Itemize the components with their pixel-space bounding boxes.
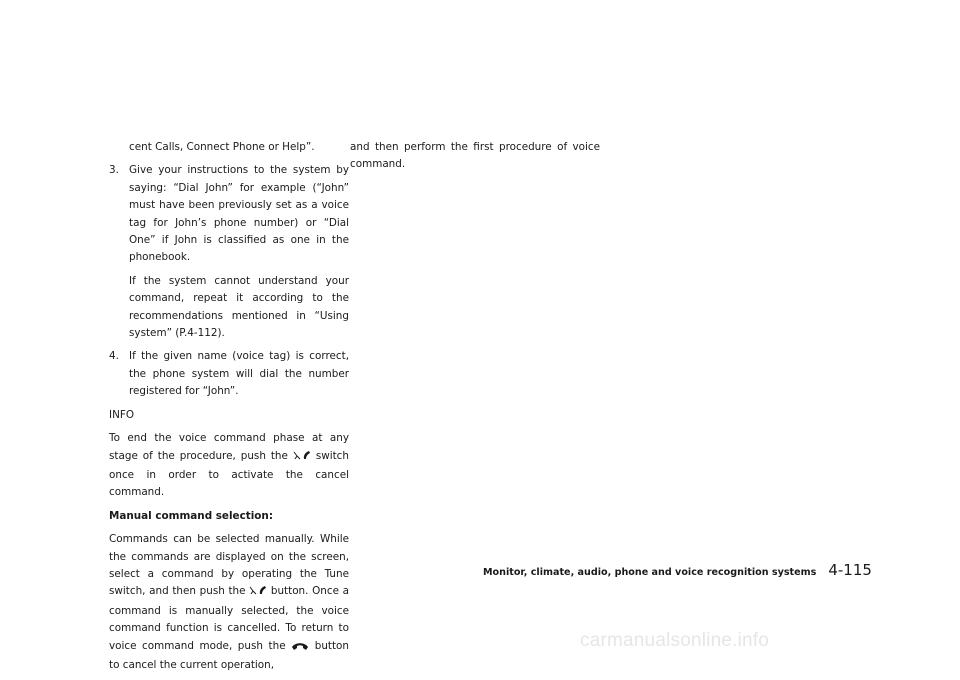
manual-heading: Manual command selection: xyxy=(109,509,273,522)
step-number: 3. xyxy=(109,164,119,177)
step-3-note: If the system cannot understand your command, repeat it according to the recommendations mentioned in “Using system” (P.4-112). xyxy=(129,274,349,340)
page-footer xyxy=(483,562,872,581)
manual-paragraph xyxy=(109,531,349,674)
continued-text: cent Calls, Connect Phone or Help”. xyxy=(129,141,315,153)
talk-phone-icon xyxy=(293,450,311,467)
manual-text-after: button to cancel the current operation, xyxy=(109,639,349,671)
step-3 xyxy=(109,162,349,266)
info-text-before: To end the voice command phase at any stage of the procedure, push the xyxy=(109,432,349,462)
watermark: carmanualsonline.info xyxy=(580,630,770,651)
phone-hangup-icon xyxy=(291,640,309,657)
right-column-text: and then perform the first procedure of voice command. xyxy=(350,141,600,171)
step-text: Give your instructions to the system by saying: “Dial John” for example (“John” must have been previously set as a voice tag for John’s phone number) or “Dial One” if John is classified as one in the phonebook. xyxy=(129,164,349,264)
step-4 xyxy=(109,348,349,400)
info-label: INFO xyxy=(109,408,134,421)
step-number: 4. xyxy=(109,350,119,363)
step-text: If the given name (voice tag) is correct, the phone system will dial the number registered for “John”. xyxy=(129,350,349,398)
manual-text-before: Commands can be selected manually. While the commands are displayed on the screen, select a command by operating the Tune switch, and then push the xyxy=(109,533,349,598)
left-column xyxy=(109,139,349,680)
manual-text-mid: button. Once a command is manually selected, the voice command function is cancelled. To return to voice command mode, push the xyxy=(109,585,350,652)
info-text-after: switch once in order to activate the cancel command. xyxy=(109,449,349,499)
right-column xyxy=(350,139,600,180)
info-paragraph xyxy=(109,430,349,502)
talk-phone-icon xyxy=(249,585,267,602)
page-number: 4-115 xyxy=(828,561,872,579)
section-title: Monitor, climate, audio, phone and voice recognition systems xyxy=(483,567,817,578)
